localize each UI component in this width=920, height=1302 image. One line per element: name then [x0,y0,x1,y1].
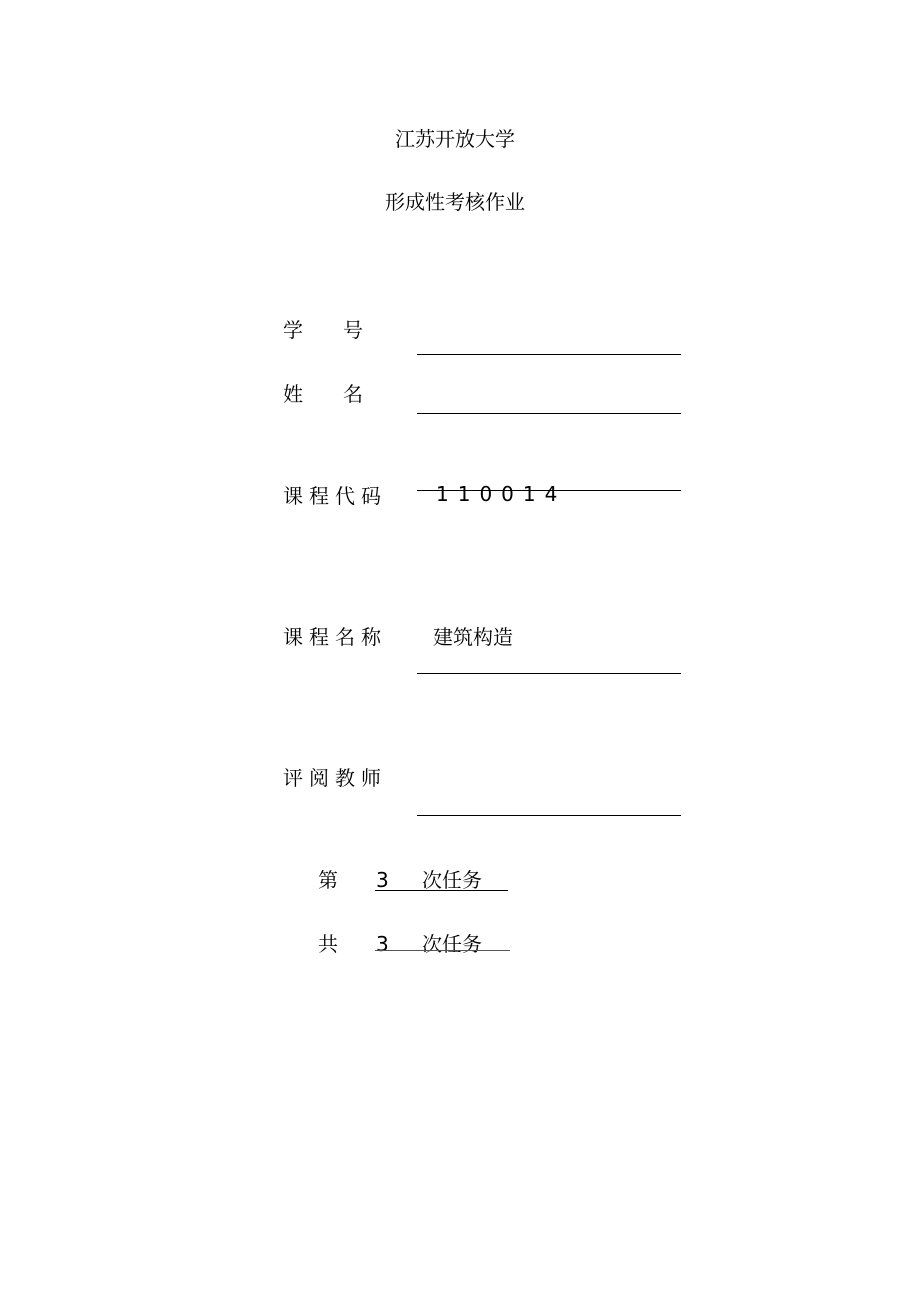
student-id-field[interactable] [417,354,681,355]
course-code-label: 课程代码 [283,484,387,508]
student-id-label: 学 号 [283,318,363,342]
total-task-number: 3 [376,932,389,956]
total-task-prefix: 共 [318,932,338,956]
university-name: 江苏开放大学 [395,127,515,151]
course-name-label: 课程名称 [283,625,387,649]
teacher-field[interactable] [417,815,681,816]
course-name-value: 建筑构造 [433,625,513,649]
current-task-underline [375,890,508,891]
current-task-suffix: 次任务 [422,868,482,892]
current-task-number: 3 [376,868,389,892]
document-title: 形成性考核作业 [385,190,525,214]
teacher-label: 评阅教师 [283,766,387,790]
total-task-suffix: 次任务 [422,932,482,956]
name-field[interactable] [417,413,681,414]
name-label: 姓 名 [283,382,363,406]
current-task-prefix: 第 [318,868,338,892]
course-name-field[interactable] [417,673,681,674]
course-code-value: 110014 [436,482,567,506]
total-task-underline [375,950,510,951]
